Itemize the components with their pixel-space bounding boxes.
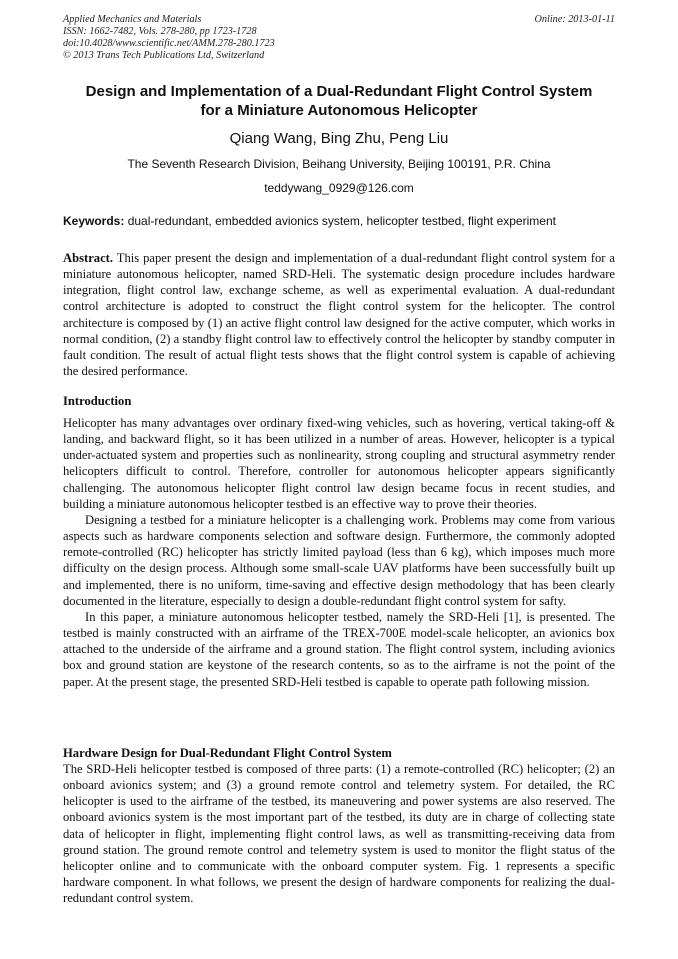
title-line-1: Design and Implementation of a Dual-Redundant Flight Control System	[85, 83, 593, 100]
copyright-line: © 2013 Trans Tech Publications Ltd, Switzerland	[63, 50, 265, 61]
intro-paragraph-2: Designing a testbed for a miniature helicopter is a challenging work. Problems may come from various aspects such as hardware components selection and software design. Furthermore, the commonly adopted remote-controlled (RC) helicopter has strictly limited payload (less than 6 kg), which imposes much more difficulty on the design process. Although some small-scale UAV platforms have been successfully built up and implemented, there is no uniform, time-saving and effective design methodology that has been clearly documented in the literature, especially to design a double-redundant flight control system for safty.	[63, 512, 615, 608]
title-line-2: for a Miniature Autonomous Helicopter	[200, 102, 478, 119]
intro-paragraph-1: Helicopter has many advantages over ordinary fixed-wing vehicles, such as hovering, vertical taking-off & landing, and backward flight, so it has been utilized in a number of areas. However, helicopter is a typical under-actuated system and properties such as nonlinearity, strong coupling and structural asymmetry render helicopters difficult to control. Therefore, controller for autonomous helicopter appears significantly challenging. The autonomous helicopter flight control law design became focus in recent studies, and building a miniature autonomous helicopter testbed is an effective way to prove their theories.	[63, 416, 615, 511]
hardware-paragraph-1: The SRD-Heli helicopter testbed is composed of three parts: (1) a remote-controlled (RC) helicopter; (2) an onboard avionics system; and (3) a ground remote control and telemetry system. For detailed, the RC helicopter is used to the airframe of the testbed, its maneuvering and power systems are also reserved. The onboard avionics system is the most important part of the testbed, its duty are in charge of collecting state data of helicopter in flight, implementing flight control laws, as well as transmitting-receiving data from ground station. The ground remote control and telemetry system is used to monitor the flight status of the helicopter online and to communicate with the onboard computer system. Fig. 1 represents a specific hardware component. In what follows, we present the design of hardware components for realizing the dual-redundant control system.	[63, 762, 615, 906]
author-email: teddywang_0929@126.com	[264, 181, 414, 195]
hardware-design-heading: Hardware Design for Dual-Redundant Flight Control System	[63, 746, 392, 760]
introduction-body	[63, 415, 615, 690]
issn-line: ISSN: 1662-7482, Vols. 278-280, pp 1723-1728	[63, 26, 257, 37]
abstract-label: Abstract.	[63, 251, 114, 265]
authors: Qiang Wang, Bing Zhu, Peng Liu	[229, 130, 449, 147]
abstract-text: This paper present the design and implementation of a dual-redundant flight control system for a miniature autonomous helicopter, named SRD-Heli. The systematic design procedure includes hardware integration, flight control law, exchange scheme, as well as experimental evaluation. A dual-redundant control architecture is adopted to construct the flight control system for the helicopter. The control architecture is composed by (1) an active flight control law designed for the active computer, which works in normal condition, (2) a standby flight control law to effectively control the helicopter by standby computer in fault condition. The result of actual flight tests shows that the flight control system is capable of achieving the desired performance.	[63, 251, 616, 379]
doi-line: doi:10.4028/www.scientific.net/AMM.278-280.1723	[63, 38, 275, 49]
journal-name: Applied Mechanics and Materials	[63, 14, 202, 25]
keywords-label: Keywords:	[63, 214, 125, 228]
hardware-design-body	[63, 761, 615, 906]
keywords-text: dual-redundant, embedded avionics system, helicopter testbed, flight experiment	[127, 214, 556, 228]
intro-paragraph-3: In this paper, a miniature autonomous helicopter testbed, namely the SRD-Heli [1], is presented. The testbed is mainly constructed with an airframe of the TREX-700E model-scale helicopter, an avionics box attached to the underside of the airframe and a ground station. The flight control system, including avionics box and ground station are keystone of the research contents, so as to the airframe is not the point of the paper. At the present stage, the presented SRD-Heli testbed is capable to operate path following mission.	[63, 609, 615, 689]
online-date: Online: 2013-01-11	[534, 14, 615, 25]
introduction-heading: Introduction	[63, 394, 132, 408]
journal-header	[63, 14, 275, 62]
affiliation: The Seventh Research Division, Beihang University, Beijing 100191, P.R. China	[127, 157, 551, 171]
abstract	[63, 250, 615, 379]
paper-title	[40, 82, 638, 120]
keywords	[63, 214, 615, 229]
